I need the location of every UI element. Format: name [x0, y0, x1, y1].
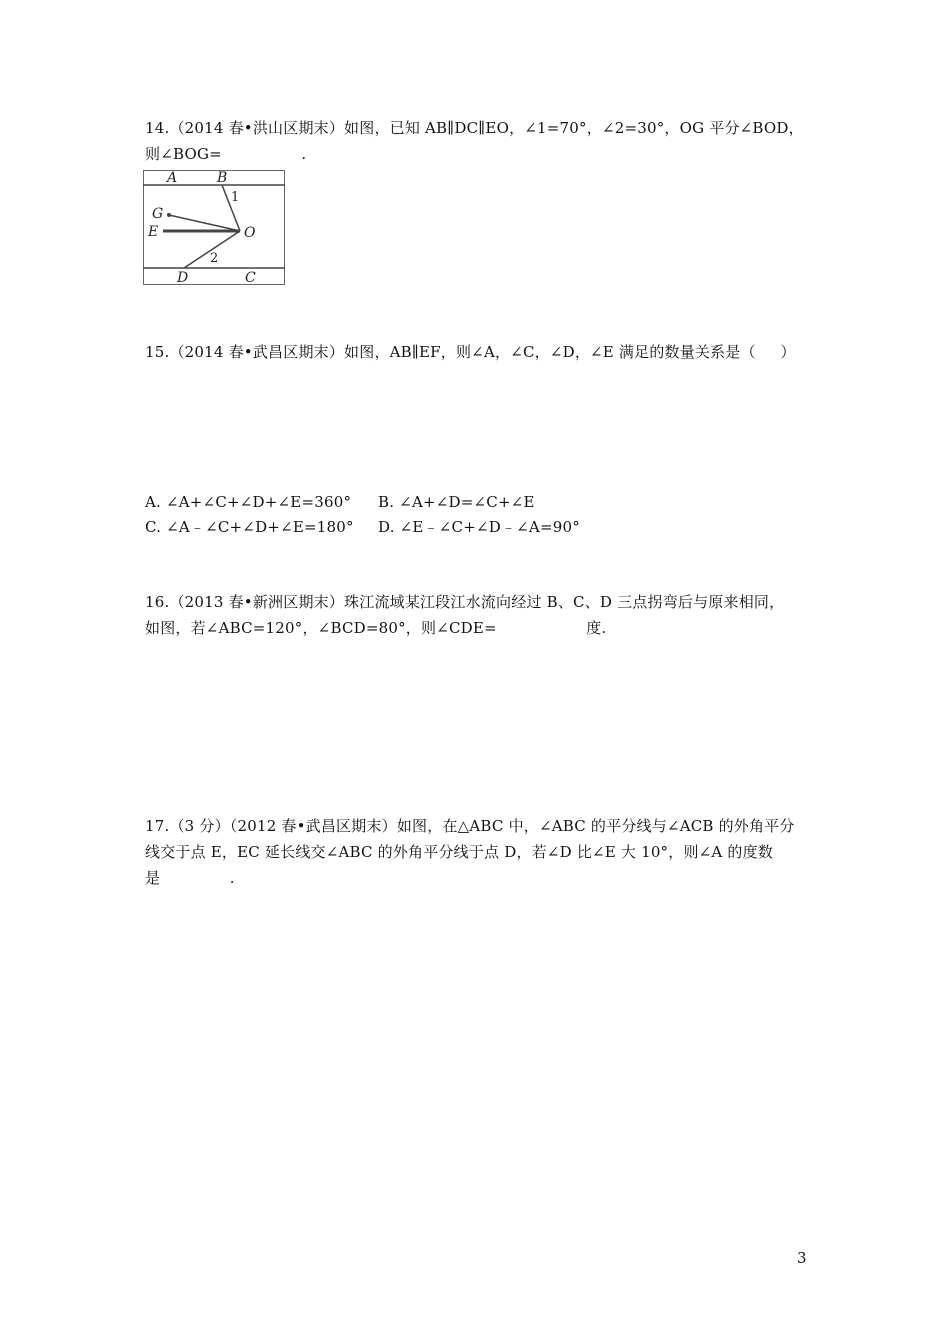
q16-stem-line-1: 16.（2013 春•新洲区期末）珠江流域某江段江水流向经过 B、C、D 三点拐弯后与原来相同， [145, 593, 785, 611]
page-number: 3 [797, 1249, 807, 1267]
option-letter: D. [378, 518, 395, 536]
option-text: ∠A﹣∠C+∠D+∠E=180° [166, 518, 354, 536]
q17-stem-line-3: 是 . [145, 869, 235, 887]
q17-stem-line-1: 17.（3 分）（2012 春•武昌区期末）如图，在△ABC 中，∠ABC 的平分线与∠ACB 的外角平分 [145, 817, 795, 835]
label-angle-2: 2 [210, 251, 219, 266]
q17-stem-line-2: 线交于点 E，EC 延长线交∠ABC 的外角平分线于点 D，若∠D 比∠E 大 10°，则∠A 的度数 [145, 843, 774, 861]
label-angle-1: 1 [231, 190, 240, 205]
q14-figure-svg [143, 170, 285, 285]
q15-option-b [378, 492, 535, 512]
segment-go [169, 215, 240, 231]
option-text: ∠E﹣∠C+∠D﹣∠A=90° [399, 518, 580, 536]
q15-stem: 15.（2014 春•武昌区期末）如图，AB∥EF，则∠A，∠C，∠D，∠E 满足的数量关系是（ ） [145, 343, 796, 361]
q15-option-c [145, 517, 354, 537]
q15-option-a [145, 492, 351, 512]
label-b: B [217, 170, 228, 186]
label-c: C [245, 270, 256, 285]
q14-stem-line-1: 14.（2014 春•洪山区期末）如图，已知 AB∥DC∥EO，∠1=70°，∠2=30°，OG 平分∠BOD， [145, 119, 804, 137]
label-o: O [244, 225, 256, 241]
q14-figure [143, 170, 285, 285]
q16-stem-line-2: 如图，若∠ABC=120°，∠BCD=80°，则∠CDE= 度. [145, 619, 607, 637]
option-letter: A. [145, 493, 162, 511]
option-letter: C. [145, 518, 162, 536]
point-g [167, 213, 171, 217]
option-letter: B. [378, 493, 395, 511]
q14-stem-line-2: 则∠BOG= . [145, 145, 307, 163]
label-a: A [167, 170, 178, 186]
option-text: ∠A+∠C+∠D+∠E=360° [165, 493, 352, 511]
q15-option-d [378, 517, 580, 537]
label-d: D [177, 270, 189, 285]
label-e: E [148, 224, 159, 240]
option-text: ∠A+∠D=∠C+∠E [399, 493, 535, 511]
label-g: G [152, 206, 164, 222]
